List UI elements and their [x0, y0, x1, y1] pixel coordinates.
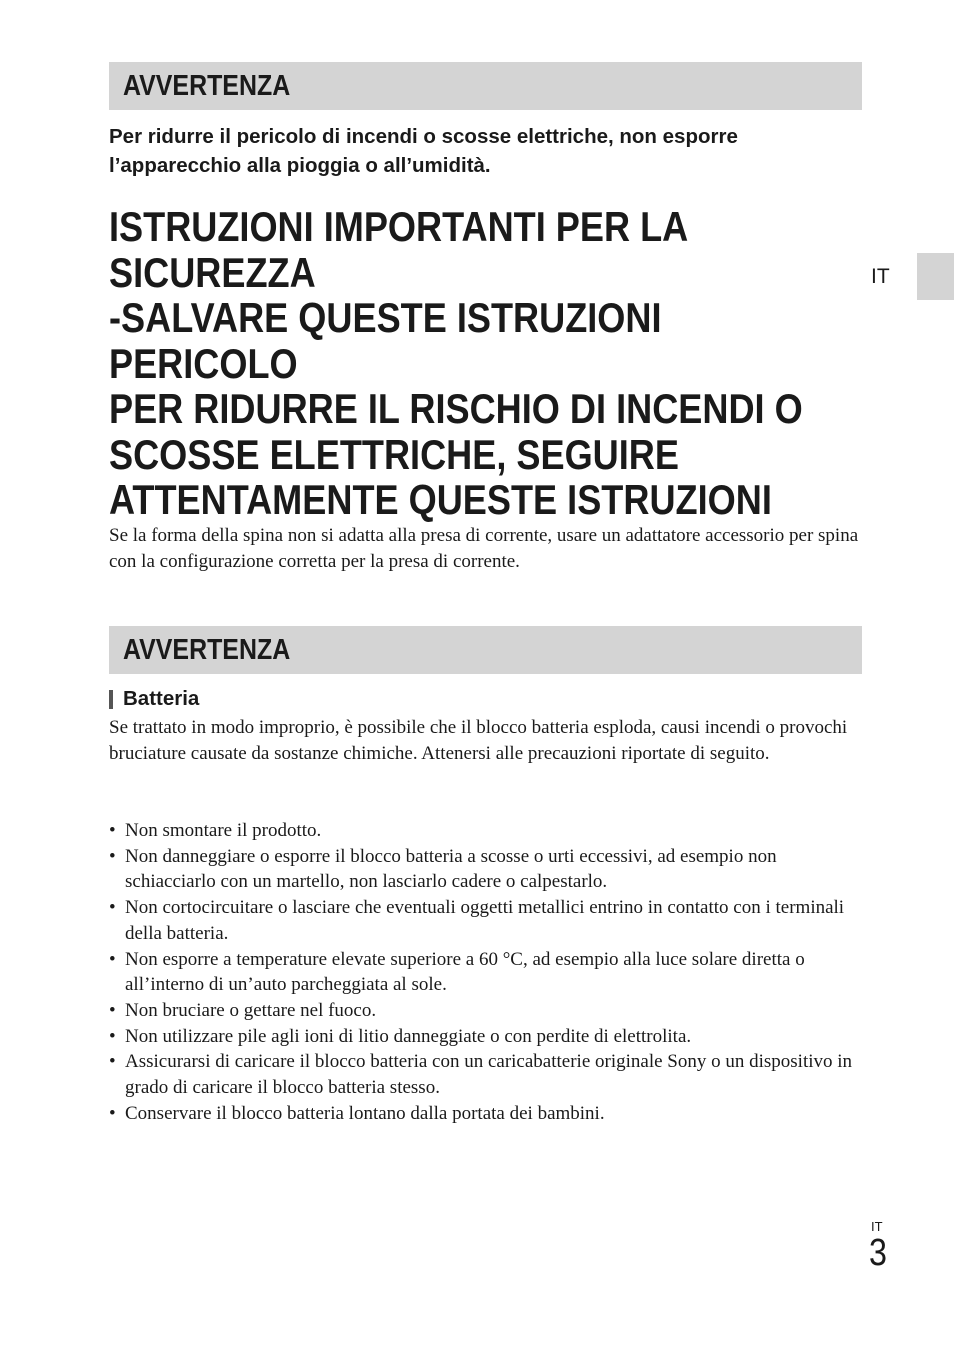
list-item: • Non smontare il prodotto.: [109, 818, 869, 844]
safety-heading-line: -SALVARE QUESTE ISTRUZIONI: [109, 294, 662, 341]
warning-banner-title: AVVERTENZA: [123, 633, 291, 666]
battery-precautions-list: [109, 818, 869, 1126]
list-item: • Non utilizzare pile agli ioni di litio danneggiate o con perdite di elettrolita.: [109, 1024, 869, 1050]
safety-heading-line: SICUREZZA: [109, 248, 316, 296]
safety-heading-line: ATTENTAMENTE QUESTE ISTRUZIONI: [109, 476, 772, 523]
safety-heading-line: PERICOLO: [109, 339, 298, 387]
warning-banner: [109, 626, 862, 674]
safety-heading-line: SCOSSE ELETTRICHE, SEGUIRE: [109, 430, 679, 478]
list-item: • Non danneggiare o esporre il blocco batteria a scosse o urti eccessivi, ad esempio non schiacciarlo con un martello, non lasciarlo cadere o calpestarlo.: [109, 844, 869, 895]
plug-paragraph: Se la forma della spina non si adatta alla presa di corrente, usare un adattatore accessorio per spina con la configurazione corretta per la presa di corrente.: [109, 525, 859, 572]
list-item: • Non bruciare o gettare nel fuoco.: [109, 998, 869, 1024]
warning-text: Per ridurre il pericolo di incendi o scosse elettriche, non esporre l’apparecchio alla pioggia o all’umidità.: [109, 125, 738, 177]
list-item: • Non esporre a temperature elevate superiore a 60 °C, ad esempio alla luce solare diretta o all’interno di un’auto parcheggiata al sole.: [109, 947, 869, 998]
warning-banner-title: AVVERTENZA: [123, 69, 291, 102]
safety-heading: [109, 204, 909, 523]
battery-heading: [109, 687, 199, 711]
safety-heading-line: PER RIDURRE IL RISCHIO DI INCENDI O: [109, 385, 803, 432]
list-item: • Non cortocircuitare o lasciare che eventuali oggetti metallici entrino in contatto con i terminali della batteria.: [109, 895, 869, 946]
battery-title: Batteria: [123, 687, 200, 710]
section-marker: [109, 690, 113, 709]
list-item: • Assicurarsi di caricare il blocco batteria con un caricabatterie originale Sony o un dispositivo in grado di caricare il blocco batteria stesso.: [109, 1049, 869, 1100]
side-language-label: IT: [871, 265, 890, 288]
page-language-label: IT: [871, 1219, 883, 1234]
battery-intro-paragraph: Se trattato in modo improprio, è possibile che il blocco batteria esploda, causi incendi o provochi bruciature causate da sostanze chimiche. Attenersi alle precauzioni riportate di seguito.: [109, 717, 848, 764]
safety-heading-line: ISTRUZIONI IMPORTANTI PER LA: [109, 203, 689, 250]
warning-banner: [109, 62, 862, 110]
list-item: • Conservare il blocco batteria lontano dalla portata dei bambini.: [109, 1101, 869, 1127]
page-number: 3: [869, 1232, 887, 1274]
side-tab-marker: [917, 253, 954, 300]
